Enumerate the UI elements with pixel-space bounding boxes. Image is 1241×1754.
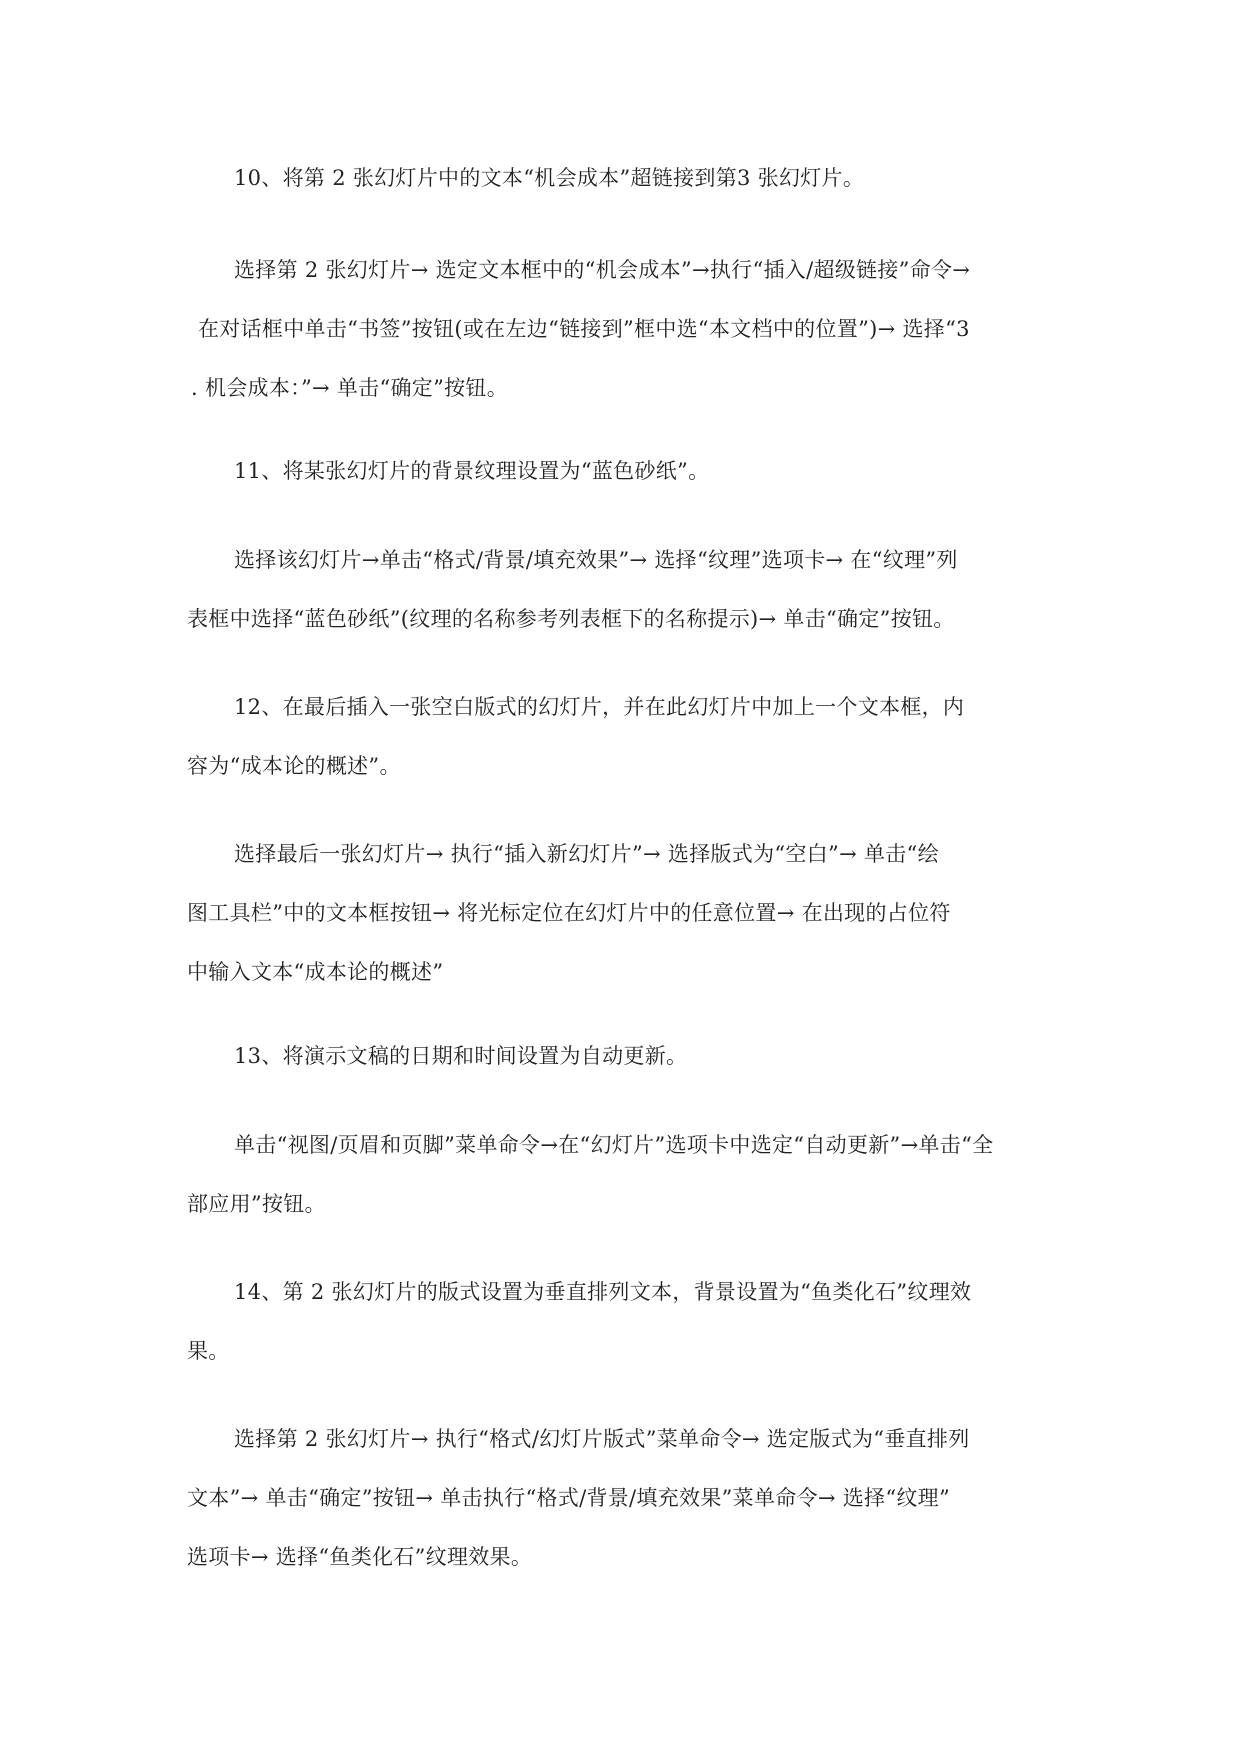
- q11-answer-line-2: 表框中选择“蓝色砂纸”(纹理的名称参考列表框下的名称提示)→ 单击“确定”按钮。: [187, 607, 955, 631]
- q13-answer-line-1: 单击“视图/页眉和页脚”菜单命令→在“幻灯片”选项卡中选定“自动更新”→单击“全: [234, 1133, 994, 1157]
- q14-question-line-2: 果。: [187, 1339, 230, 1363]
- q10-question: 10、将第 2 张幻灯片中的文本“机会成本”超链接到第3 张幻灯片。: [234, 166, 865, 190]
- q12-question-line-2: 容为“成本论的概述”。: [187, 754, 401, 778]
- q12-answer-line-3: 中输入文本“成本论的概述”: [187, 960, 444, 984]
- q11-question: 11、将某张幻灯片的背景纹理设置为“蓝色砂纸”。: [234, 459, 710, 483]
- q10-answer-line-3: . 机会成本：”→ 单击“确定”按钮。: [191, 376, 509, 400]
- q14-question-line-1: 14、第 2 张幻灯片的版式设置为垂直排列文本，背景设置为“鱼类化石”纹理效: [234, 1280, 972, 1304]
- q14-answer-line-2: 文本”→ 单击“确定”按钮→ 单击执行“格式/背景/填充效果”菜单命令→ 选择“纹理”: [187, 1486, 951, 1510]
- q12-answer-line-1: 选择最后一张幻灯片→ 执行“插入新幻灯片”→ 选择版式为“空白”→ 单击“绘: [234, 842, 939, 866]
- q14-answer-line-1: 选择第 2 张幻灯片→ 执行“格式/幻灯片版式”菜单命令→ 选定版式为“垂直排列: [234, 1427, 970, 1451]
- q10-answer-line-2: 在对话框中单击“书签”按钮(或在左边“链接到”框中选“本文档中的位置”)→ 选择“3: [198, 317, 970, 341]
- q14-answer-line-3: 选项卡→ 选择“鱼类化石”纹理效果。: [187, 1545, 533, 1569]
- q11-answer-line-1: 选择该幻灯片→单击“格式/背景/填充效果”→ 选择“纹理”选项卡→ 在“纹理”列: [234, 548, 958, 572]
- q10-answer-line-1: 选择第 2 张幻灯片→ 选定文本框中的“机会成本”→执行“插入/超级链接”命令→: [234, 258, 971, 282]
- q13-answer-line-2: 部应用”按钮。: [187, 1192, 326, 1216]
- q12-question-line-1: 12、在最后插入一张空白版式的幻灯片，并在此幻灯片中加上一个文本框，内: [234, 695, 965, 719]
- q12-answer-line-2: 图工具栏”中的文本框按钮→ 将光标定位在幻灯片中的任意位置→ 在出现的占位符: [187, 901, 951, 925]
- q13-question: 13、将演示文稿的日期和时间设置为自动更新。: [234, 1044, 688, 1068]
